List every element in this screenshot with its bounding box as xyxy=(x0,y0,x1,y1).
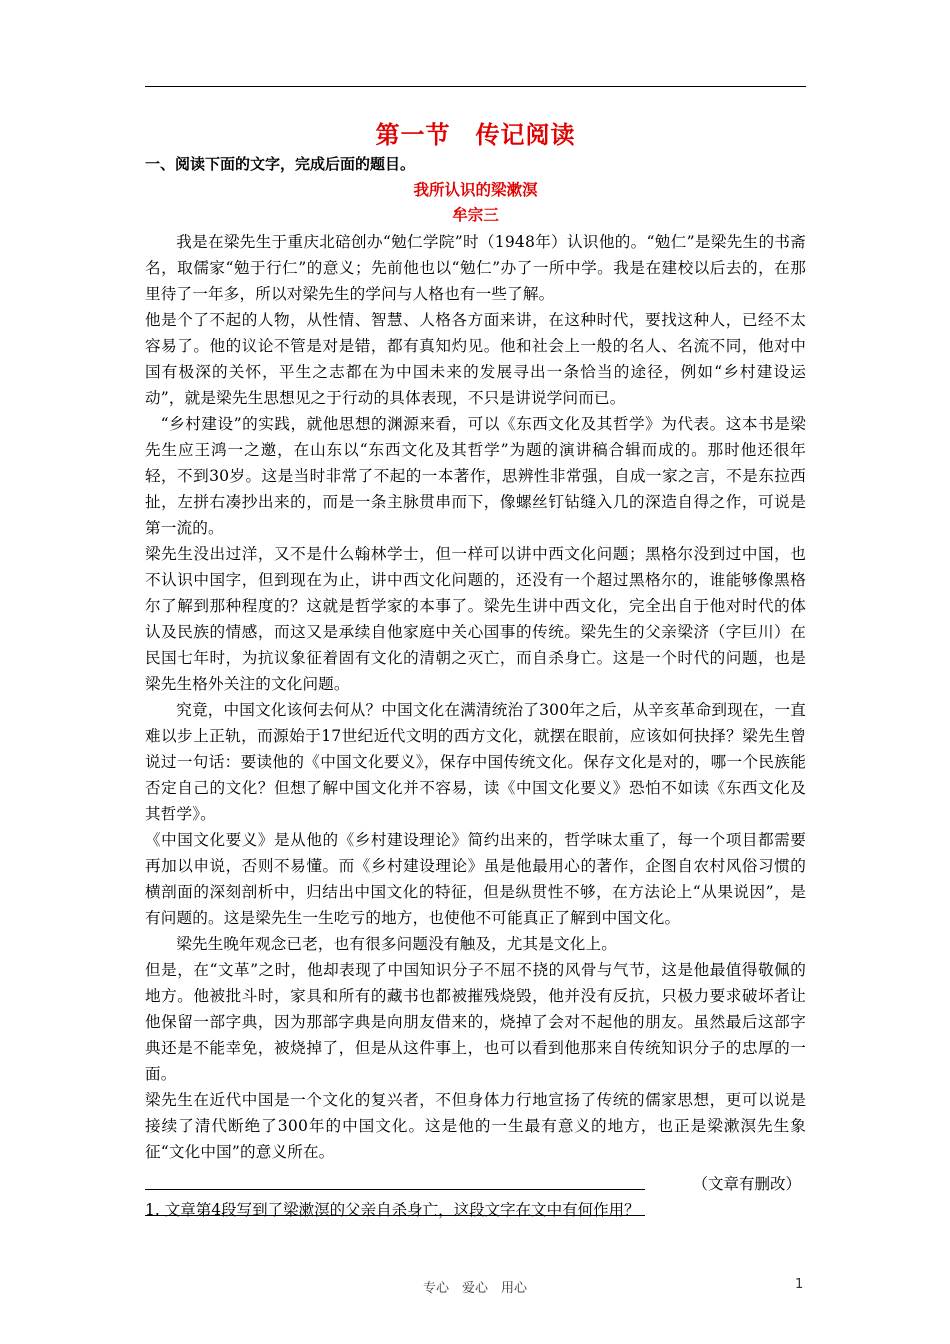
article-title: 我所认识的梁漱溟 xyxy=(413,180,538,199)
article-paragraph-1: 我是在梁先生于重庆北碚创办“勉仁学院”时（1948年）认识他的。“勉仁”是梁先生的书斋名，取儒家“勉于行仁”的意义；先前他也以“勉仁”办了一所中学。我是在建校以后去的，在那里待了一年多，所以对梁先生的学问与人格也有一些了解。 xyxy=(145,233,806,303)
article-paragraph-3: “乡村建设”的实践，就他思想的渊源来看，可以《东西文化及其哲学》为代表。这本书是梁先生应王鸿一之邀，在山东以“东西文化及其哲学”为题的演讲稿合辑而成的。那时他还很年轻，不到30岁。这是当时非常了不起的一本著作，思辨性非常强，自成一家之言，不是东拉西扯，左拼右凑抄出来的，而是一条主脉贯串而下，像螺丝钉钻缝入几的深造自得之作，可说是第一流的。 xyxy=(145,415,806,537)
article-paragraph-5: 究竟，中国文化该何去何从？中国文化在满清统治了300年之后，从辛亥革命到现在，一直难以步上正轨，而源始于17世纪近代文明的西方文化，就摆在眼前，应该如何抉择？梁先生曾说过一句话：要读他的《中国文化要义》，保存中国传统文化。保存文化是对的，哪一个民族能否定自己的文化？但想了解中国文化并不容易，读《中国文化要义》恐怕不如读《东西文化及其哲学》。 xyxy=(145,701,806,823)
article-author: 牟宗三 xyxy=(452,205,499,224)
header-rule xyxy=(145,86,806,87)
page-title: 第一节 传记阅读 xyxy=(375,120,576,149)
answer-line-1 xyxy=(145,1189,645,1190)
article-paragraph-2: 他是个了不起的人物，从性情、智慧、人格各方面来讲，在这种时代，要找这种人，已经不太容易了。他的议论不管是对是错，都有真知灼见。他和社会上一般的名人、名流不同，他对中国有极深的关怀，平生之志都在为中国未来的发展寻出一条恰当的途径，例如“乡村建设运动”，就是梁先生思想见之于行动的具体表现，不只是讲说学问而已。 xyxy=(145,311,806,407)
page-number: 1 xyxy=(795,1277,804,1292)
article-paragraph-4: 梁先生没出过洋，又不是什么翰林学士，但一样可以讲中西文化问题；黑格尔没到过中国，也不认识中国字，但到现在为止，讲中西文化问题的，还没有一个超过黑格尔的，谁能够像黑格尔了解到那种程度的？这就是哲学家的本事了。梁先生讲中西文化，完全出自于他对时代的体认及民族的情感，而这又是承续自他家庭中关心国事的传统。梁先生的父亲梁济（字巨川）在民国七年时，为抗议象征着固有文化的清朝之灭亡，而自杀身亡。这是一个时代的问题，也是梁先生格外关注的文化问题。 xyxy=(145,545,806,693)
document-body xyxy=(145,118,806,1223)
article-paragraph-9: 梁先生在近代中国是一个文化的复兴者，不但身体力行地宣扬了传统的儒家思想，更可以说是接续了清代断绝了300年的中国文化。这是他的一生最有意义的地方，也正是梁漱溟先生象征“文化中国”的意义所在。 xyxy=(145,1091,806,1161)
footer-motto: 专心 爱心 用心 xyxy=(422,1281,527,1296)
section-heading: 一、阅读下面的文字，完成后面的题目。 xyxy=(145,155,416,173)
article-paragraph-8: 但是，在“文革”之时，他却表现了中国知识分子不屈不挠的风骨与气节，这是他最值得敬佩的地方。他被批斗时，家具和所有的藏书也都被摧残烧毁，他并没有反抗，只极力要求破坏者让他保留一部字典，因为那部字典是向朋友借来的，烧掉了会对不起他的朋友。虽然最后这部字典还是不能幸免，被烧掉了，但是从这件事上，也可以看到他那来自传统知识分子的忠厚的一面。 xyxy=(145,961,806,1083)
answer-line-2 xyxy=(145,1215,645,1216)
article-paragraph-7: 梁先生晚年观念已老，也有很多问题没有触及，尤其是文化上。 xyxy=(176,935,618,953)
revision-note: （文章有删改） xyxy=(692,1175,801,1193)
article-paragraph-6: 《中国文化要义》是从他的《乡村建设理论》简约出来的，哲学味太重了，每一个项目都需要再加以申说，否则不易懂。而《乡村建设理论》虽是他最用心的著作，企图自农村风俗习惯的横剖面的深刻剖析中，归结出中国文化的特征，但是纵贯性不够，在方法论上“从果说因”，是有问题的。这是梁先生一生吃亏的地方，也使他不可能真正了解到中国文化。 xyxy=(145,831,806,927)
question-1: 1. 文章第4段写到了梁漱溟的父亲自杀身亡，这段文字在文中有何作用？ xyxy=(145,1201,640,1219)
